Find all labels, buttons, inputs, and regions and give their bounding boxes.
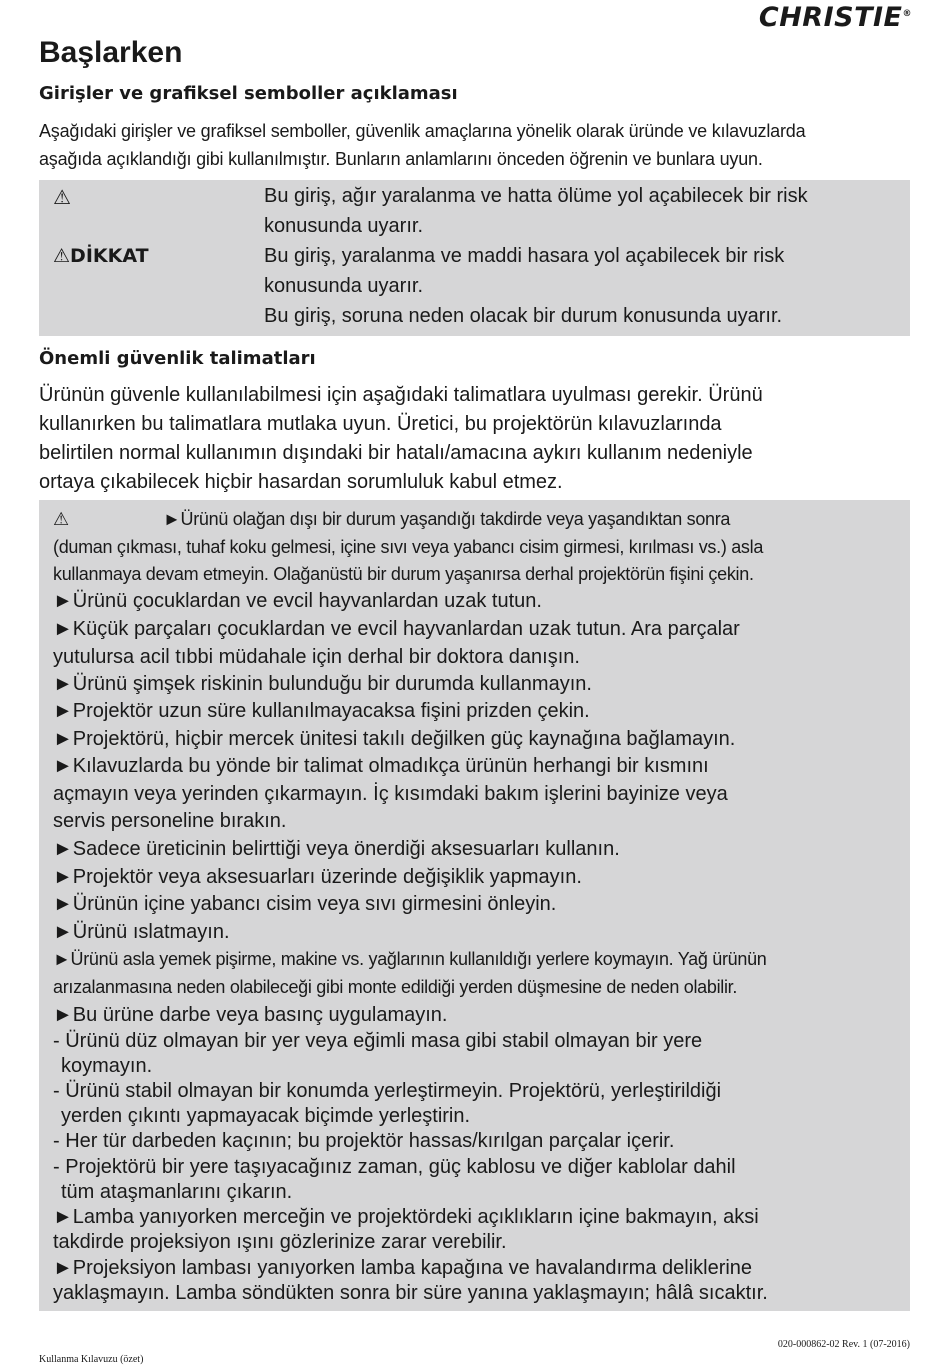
instruction-unstable-position: - Ürünü stabil olmayan bir konumda yerleştirmeyin. Projektörü, yerleştirildiği yerden çıkıntı yapmayacak biçimde yerleştirin. [53, 1080, 722, 1127]
manual-name: Kullanma Kılavuzu (özet) [39, 1354, 144, 1365]
instruction-lens-look: ►Lamba yanıyorken merceğin ve projektördeki açıklıkların içine bakmayın, aksi takdirde projeksiyon ışını gözlerinize zarar verebilir. [53, 1206, 759, 1253]
section-title-symbols: Girişler ve grafiksel semboller açıklaması [39, 83, 458, 104]
instruction-accessories: ►Sadece üreticinin belirttiği veya önerdiği aksesuarları kullanın. [53, 838, 620, 860]
instruction-fragile: - Her tür darbeden kaçının; bu projektör hassas/kırılgan parçalar içerir. [53, 1130, 675, 1152]
instruction-disassembly: ►Kılavuzlarda bu yönde bir talimat olmadıkça ürünün herhangi bir kısmını açmayın veya yerinden çıkarmayın. İç kısımdaki bakım işlerini bayinize veya servis personeline bırakın. [53, 755, 728, 832]
warning-icon: ⚠ [53, 509, 69, 529]
safety-intro: Ürünün güvenle kullanılabilmesi için aşağıdaki talimatlara uyulması gerekir. Ürünü kullanırken bu talimatlara mutlaka uyun. Üretici, bu projektörün kılavuzlarında belirtilen normal kullanımın dışındaki bir hatalı/amacına aykırı kullanım nedeniyle ortaya çıkabilecek hiçbir hasardan sorumluluk kabul etmez. [39, 384, 763, 493]
warning-icon: ⚠ [53, 187, 71, 209]
instruction-small-parts: ►Küçük parçaları çocuklardan ve evcil hayvanlardan uzak tutun. Ara parçalar yutulursa acil tıbbi müdahale için derhal bir doktora danışın. [53, 618, 740, 668]
caution-label: ⚠DİKKAT [53, 245, 149, 267]
symbols-box [39, 180, 910, 336]
instruction-impact: ►Bu ürüne darbe veya basınç uygulamayın. [53, 1004, 448, 1026]
instruction-wet: ►Ürünü ıslatmayın. [53, 921, 230, 943]
caution-icon: ⚠ [53, 245, 71, 267]
instruction-lightning: ►Ürünü şimşek riskinin bulunduğu bir durumda kullanmayın. [53, 673, 592, 695]
document-number: 020-000862-02 Rev. 1 (07-2016) [777, 1339, 910, 1350]
section-title-safety: Önemli güvenlik talimatları [39, 348, 316, 369]
instruction-modification: ►Projektör veya aksesuarları üzerinde değişiklik yapmayın. [53, 866, 582, 888]
symbols-intro: Aşağıdaki girişler ve grafiksel semboller, güvenlik amaçlarına yönelik olarak üründe ve kılavuzlarda aşağıda açıklandığı gibi kullanılmıştır. Bunların anlamlarını önceden öğrenin ve bunlara uyun. [39, 121, 806, 169]
caution-description: Bu giriş, yaralanma ve maddi hasara yol açabilecek bir risk konusunda uyarır. [264, 245, 785, 297]
instruction-abnormal: ⚠ ►Ürünü olağan dışı bir durum yaşandığı takdirde veya yaşandıktan sonra (duman çıkması, tuhaf koku gelmesi, içine sıvı veya yabancı cisim girmesi, kırılması vs.) asla kullanmaya devam etmeyin. Olağanüstü bir durum yaşanırsa derhal projektörün fişini çekin. [53, 506, 903, 589]
instruction-foreign-objects: ►Ürünün içine yabancı cisim veya sıvı girmesini önleyin. [53, 893, 557, 915]
warning-description: Bu giriş, ağır yaralanma ve hatta ölüme yol açabilecek bir risk konusunda uyarır. [264, 185, 808, 237]
page-title: Başlarken [39, 36, 183, 69]
instruction-oil: ►Ürünü asla yemek pişirme, makine vs. yağlarının kullanıldığı yerlere koymayın. Yağ ürünün arızalanmasına neden olabileceği gibi monte edildiği yerden düşmesine de neden olabilir. [53, 949, 767, 997]
christie-logo: CHRISTIE® [758, 2, 912, 33]
notice-description: Bu giriş, soruna neden olacak bir durum konusunda uyarır. [264, 305, 783, 327]
instruction-lens-unit: ►Projektörü, hiçbir mercek ünitesi takılı değilken güç kaynağına bağlamayın. [53, 728, 736, 750]
instruction-children: ►Ürünü çocuklardan ve evcil hayvanlardan uzak tutun. [53, 590, 542, 612]
instruction-transport: - Projektörü bir yere taşıyacağınız zaman, güç kablosu ve diğer kablolar dahil tüm ataşmanlarını çıkarın. [53, 1156, 736, 1203]
instruction-unplug: ►Projektör uzun süre kullanılmayacaksa fişini prizden çekin. [53, 700, 590, 722]
instruction-uneven-surface: - Ürünü düz olmayan bir yer veya eğimli masa gibi stabil olmayan bir yere koymayın. [53, 1030, 703, 1077]
instructions-box [39, 500, 910, 1311]
instruction-lamp-hot: ►Projeksiyon lambası yanıyorken lamba kapağına ve havalandırma deliklerine yaklaşmayın. Lamba söndükten sonra bir süre yanına yaklaşmayın; hâlâ sıcaktır. [53, 1257, 768, 1304]
